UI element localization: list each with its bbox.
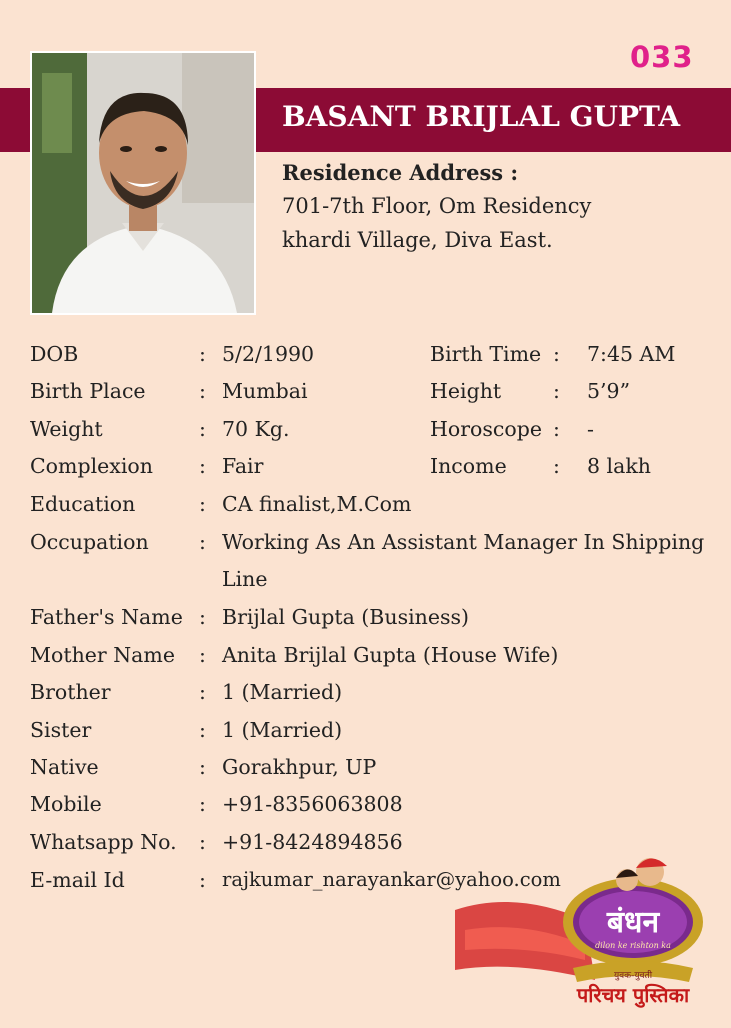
detail-value: Anita Brijlal Gupta (House Wife): [222, 643, 559, 667]
detail-label: Mobile: [30, 792, 102, 816]
profile-photo: [30, 51, 256, 315]
detail-value: 8 lakh: [587, 454, 651, 478]
detail-label: Sister: [30, 718, 92, 742]
detail-value: Line: [222, 567, 268, 591]
detail-label: Weight: [30, 417, 103, 441]
detail-value: 1 (Married): [222, 680, 343, 704]
detail-value: Fair: [222, 454, 264, 478]
detail-value: Brijlal Gupta (Business): [222, 605, 470, 629]
candidate-name: BASANT BRIJLAL GUPTA: [282, 100, 681, 133]
detail-value: Mumbai: [222, 379, 308, 403]
separator: :: [199, 643, 206, 667]
separator: :: [199, 417, 206, 441]
page-number: 033: [630, 40, 694, 74]
detail-label: Income: [430, 454, 507, 478]
separator: :: [199, 868, 206, 892]
detail-value: 5’9”: [587, 379, 631, 403]
detail-label: Whatsapp No.: [30, 830, 177, 854]
separator: :: [553, 379, 560, 403]
detail-value: 70 Kg.: [222, 417, 290, 441]
detail-value: 1 (Married): [222, 718, 343, 742]
address-label: Residence Address :: [282, 160, 519, 185]
separator: :: [199, 530, 206, 554]
logo-title: बंधन: [606, 905, 660, 940]
detail-label: Mother Name: [30, 643, 175, 667]
detail-label: E-mail Id: [30, 868, 125, 892]
detail-value: Gorakhpur, UP: [222, 755, 377, 779]
separator: :: [199, 830, 206, 854]
address-line-1: 701-7th Floor, Om Residency: [282, 194, 592, 218]
separator: :: [553, 342, 560, 366]
detail-label: Education: [30, 492, 136, 516]
separator: :: [199, 342, 206, 366]
detail-value: Working As An Assistant Manager In Shipping: [222, 530, 705, 554]
separator: :: [553, 454, 560, 478]
separator: :: [199, 680, 206, 704]
detail-label: Birth Place: [30, 379, 146, 403]
detail-label: Horoscope: [430, 417, 542, 441]
separator: :: [199, 379, 206, 403]
logo-subtitle-small: युवक-युवती: [613, 971, 653, 981]
detail-label: Birth Time: [430, 342, 542, 366]
separator: :: [199, 605, 206, 629]
detail-value: CA finalist,M.Com: [222, 492, 412, 516]
detail-value: 7:45 AM: [587, 342, 676, 366]
detail-label: Father's Name: [30, 605, 183, 629]
separator: :: [199, 755, 206, 779]
bandhan-logo: [455, 850, 731, 1024]
detail-value: +91-8424894856: [222, 830, 403, 854]
detail-label: DOB: [30, 342, 79, 366]
separator: :: [199, 454, 206, 478]
separator: :: [199, 492, 206, 516]
detail-value: rajkumar_narayankar@yahoo.com: [222, 868, 561, 891]
address-line-2: khardi Village, Diva East.: [282, 228, 553, 252]
logo-tagline: dilon ke rishton ka: [595, 941, 671, 950]
detail-value: +91-8356063808: [222, 792, 403, 816]
detail-label: Complexion: [30, 454, 153, 478]
detail-label: Occupation: [30, 530, 149, 554]
detail-label: Native: [30, 755, 99, 779]
detail-label: Height: [430, 379, 502, 403]
detail-label: Brother: [30, 680, 111, 704]
separator: :: [199, 792, 206, 816]
separator: :: [553, 417, 560, 441]
detail-value: -: [587, 417, 594, 441]
separator: :: [199, 718, 206, 742]
detail-value: 5/2/1990: [222, 342, 315, 366]
logo-subtitle: परिचय पुस्तिका: [576, 983, 690, 1007]
